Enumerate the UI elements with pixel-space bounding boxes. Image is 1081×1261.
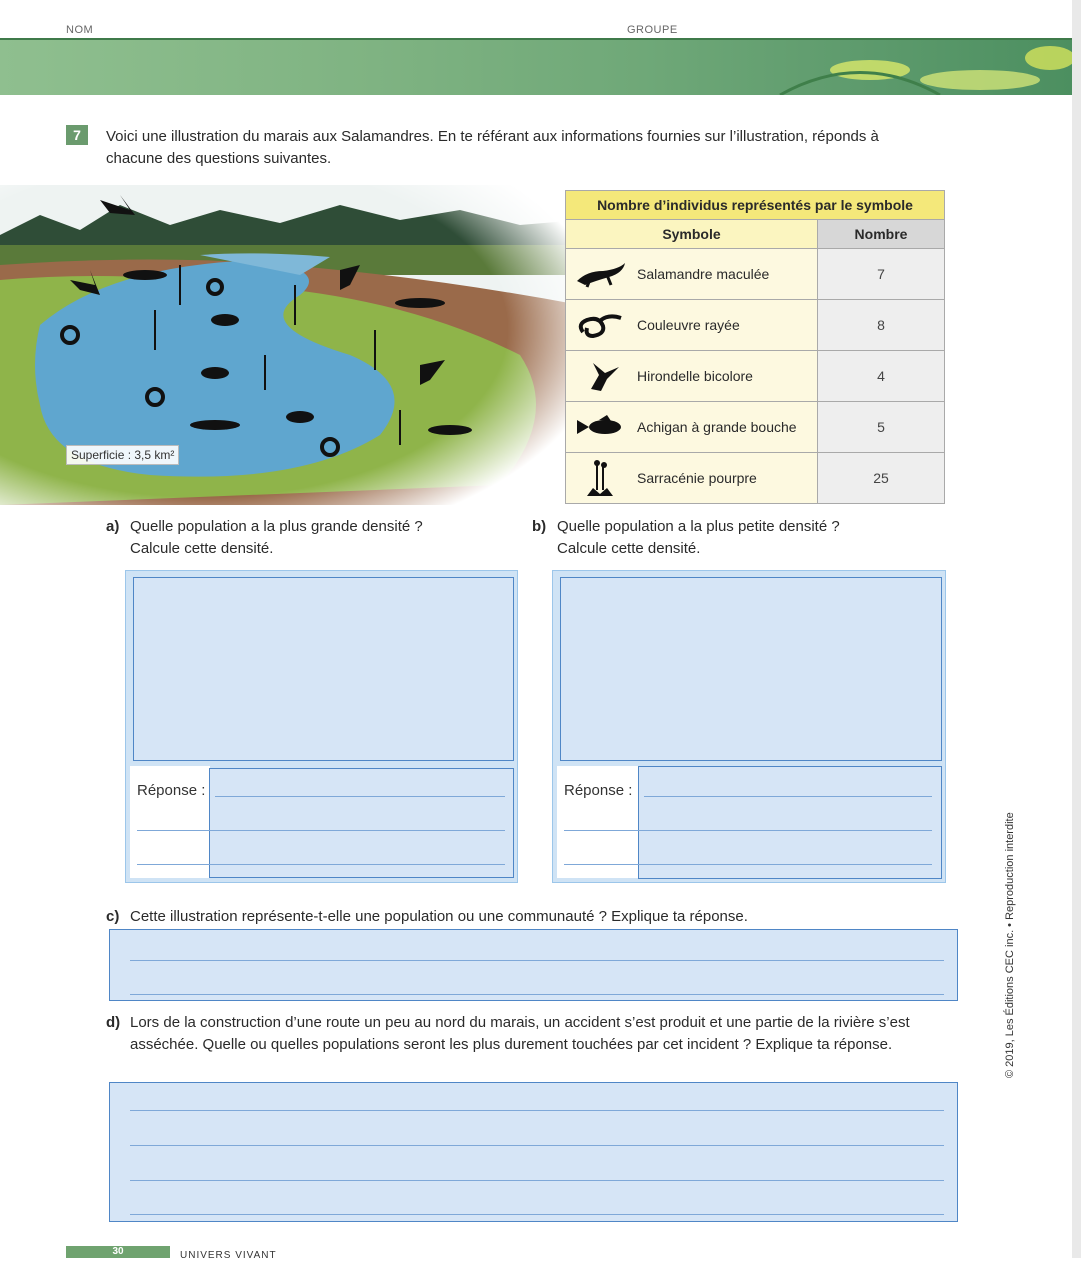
snake-icon bbox=[573, 310, 629, 340]
row-label: Couleuvre rayée bbox=[637, 317, 740, 333]
salamander-icon bbox=[573, 259, 629, 289]
question-c-letter: c) bbox=[106, 908, 120, 925]
table-row bbox=[566, 249, 945, 300]
answer-field-d[interactable] bbox=[109, 1082, 958, 1222]
book-title: UNIVERS VIVANT bbox=[180, 1250, 277, 1261]
answer-line bbox=[215, 796, 505, 797]
column-header-symbol: Symbole bbox=[566, 220, 818, 249]
table-row bbox=[566, 453, 945, 504]
reponse-label-b: Réponse : bbox=[564, 782, 633, 799]
table-row bbox=[566, 351, 945, 402]
question-b-letter: b) bbox=[532, 518, 547, 535]
row-value: 7 bbox=[818, 249, 945, 300]
row-label: Hirondelle bicolore bbox=[637, 368, 753, 384]
row-label: Sarracénie pourpre bbox=[637, 470, 757, 486]
answer-line bbox=[644, 796, 932, 797]
answer-line bbox=[564, 864, 932, 865]
exercise-intro: Voici une illustration du marais aux Salamandres. En te référant aux informations fournies sur l’illustration, réponds à chacune des questions suivantes. bbox=[106, 128, 879, 167]
reponse-label-a: Réponse : bbox=[137, 782, 206, 799]
question-a-letter: a) bbox=[106, 518, 120, 535]
table-row bbox=[566, 300, 945, 351]
page-edge bbox=[1072, 0, 1081, 1258]
swallow-icon bbox=[573, 359, 629, 393]
question-d-letter: d) bbox=[106, 1014, 121, 1031]
pitcher-plant-icon bbox=[573, 458, 629, 498]
answer-field-a[interactable] bbox=[209, 768, 514, 878]
copyright-notice: © 2019, Les Éditions CEC inc. • Reproduction interdite bbox=[1004, 812, 1016, 1078]
symbol-table bbox=[565, 190, 945, 504]
banner-flower-decoration bbox=[0, 40, 1072, 95]
question-c-text: Cette illustration représente-t-elle une population ou une communauté ? Explique ta réponse. bbox=[130, 908, 748, 925]
answer-line bbox=[130, 1110, 944, 1111]
page-number: 30 bbox=[112, 1246, 124, 1257]
row-value: 25 bbox=[818, 453, 945, 504]
bass-fish-icon bbox=[573, 412, 629, 442]
column-header-number: Nombre bbox=[818, 220, 945, 249]
answer-line bbox=[137, 864, 505, 865]
answer-line bbox=[130, 960, 944, 961]
table-title: Nombre d’individus représentés par le symbole bbox=[566, 191, 945, 220]
table-row bbox=[566, 402, 945, 453]
answer-line bbox=[130, 1214, 944, 1215]
question-b-text: Quelle population a la plus petite densité ? Calcule cette densité. bbox=[557, 518, 840, 557]
row-label: Achigan à grande bouche bbox=[637, 419, 797, 435]
groupe-label: GROUPE bbox=[627, 24, 678, 36]
answer-field-c[interactable] bbox=[109, 929, 958, 1001]
calculation-field-a[interactable] bbox=[133, 577, 514, 761]
nom-label: NOM bbox=[66, 24, 94, 36]
row-value: 5 bbox=[818, 402, 945, 453]
footer-page-tab bbox=[66, 1246, 170, 1258]
question-a-text: Quelle population a la plus grande densité ? Calcule cette densité. bbox=[130, 518, 423, 557]
calculation-field-b[interactable] bbox=[560, 577, 942, 761]
answer-line bbox=[130, 1145, 944, 1146]
row-label: Salamandre maculée bbox=[637, 266, 770, 282]
row-value: 4 bbox=[818, 351, 945, 402]
answer-line bbox=[130, 1180, 944, 1181]
answer-field-b[interactable] bbox=[638, 766, 942, 879]
answer-line bbox=[130, 994, 944, 995]
header-banner bbox=[0, 40, 1072, 95]
answer-line bbox=[564, 830, 932, 831]
row-value: 8 bbox=[818, 300, 945, 351]
exercise-number: 7 bbox=[66, 125, 88, 145]
superficie-label: Superficie : 3,5 km² bbox=[66, 445, 179, 465]
answer-line bbox=[137, 830, 505, 831]
question-d-text: Lors de la construction d’une route un peu au nord du marais, un accident s’est produit et une partie de la rivière s’est asséchée. Quelle ou quelles populations seront les plus durement touchées par cet incident ? Explique ta réponse. bbox=[130, 1014, 910, 1053]
